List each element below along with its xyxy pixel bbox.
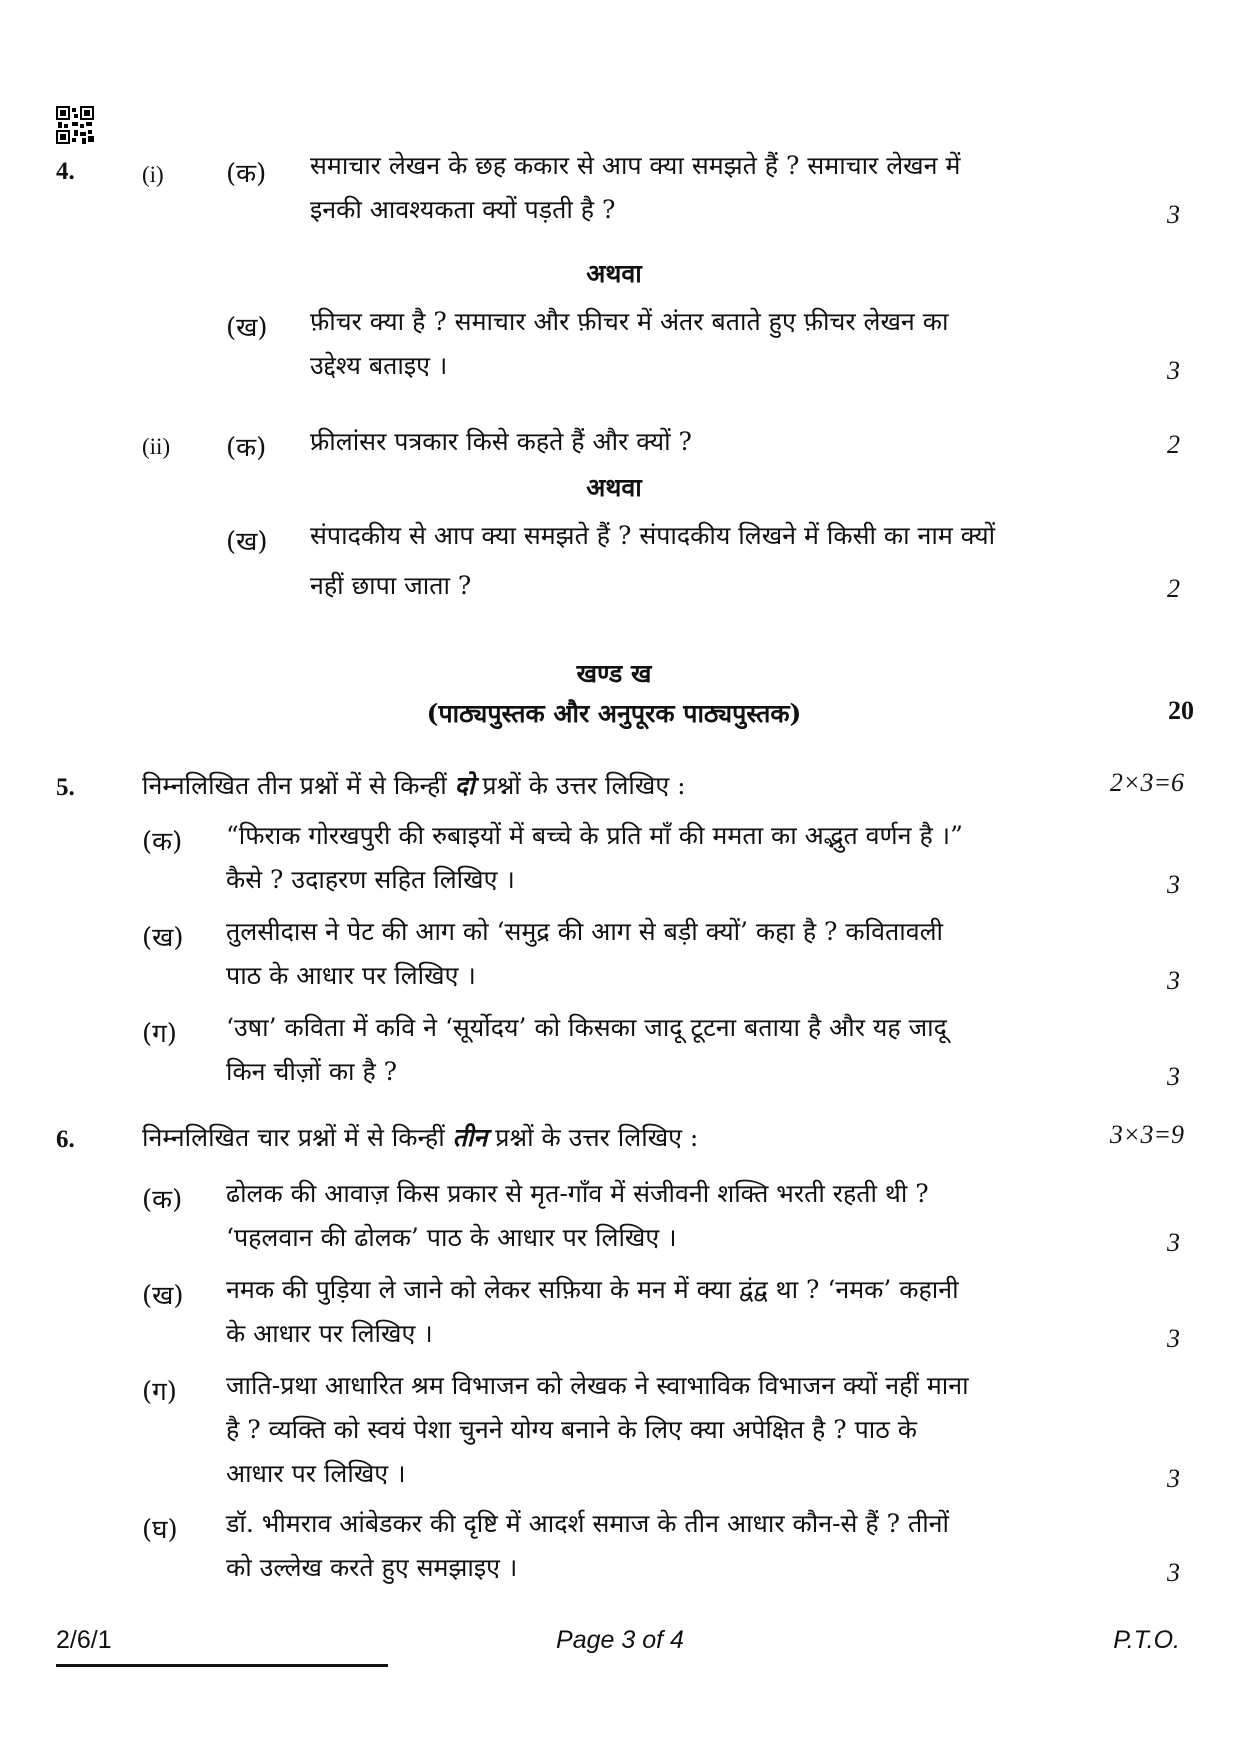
question-text-line: “फिराक गोरखपुरी की रुबाइयों में बच्चे के प्रति माँ की ममता का अद्भुत वर्णन है ।” [226,821,963,850]
marks-value: 3 [1167,966,1180,995]
emphasis-word: दो [454,771,475,800]
option-label: (क) [226,159,267,189]
question-text-line: समाचार लेखन के छह ककार से आप क्या समझते हैं ? समाचार लेखन में [310,151,961,180]
question-text-line: नमक की पुड़िया ले जाने को लेकर सफ़िया के मन में क्या द्वंद्व था ? ‘नमक’ कहानी [226,1275,959,1304]
question-text-line: है ? व्यक्ति को स्वयं पेशा चुनने योग्य बनाने के लिए क्या अपेक्षित है ? पाठ के [226,1415,917,1444]
marks-value: 2×3=6 [1109,768,1184,797]
pto-label: P.T.O. [1113,1626,1180,1654]
question-text-line: किन चीज़ों का है ? [226,1057,398,1086]
question-text-line: जाति-प्रथा आधारित श्रम विभाजन को लेखक ने स्वाभाविक विभाजन क्यों नहीं माना [226,1371,969,1400]
marks-value: 3 [1167,1558,1180,1587]
question-number: 6. [56,1126,75,1153]
sub-question-label: (i) [142,162,164,187]
question-instruction: निम्नलिखित तीन प्रश्नों में से किन्हीं दो प्रश्नों के उत्तर लिखिए : [142,771,686,800]
question-text-line: तुलसीदास ने पेट की आग को ‘समुद्र की आग से बड़ी क्यों’ कहा है ? कवितावली [226,917,944,946]
question-text-line: आधार पर लिखिए । [226,1459,406,1488]
section-subtitle: (पाठ्यपुस्तक और अनुपूरक पाठ्यपुस्तक) [426,699,802,728]
or-separator: अथवा [586,259,642,288]
question-text-line: ‘उषा’ कविता में कवि ने ‘सूर्योदय’ को किसका जादू टूटना बताया है और यह जादू [226,1013,947,1042]
option-label: (ख) [142,923,184,953]
marks-value: 3 [1167,356,1180,385]
question-number: 5. [56,774,75,801]
marks-value: 3 [1167,1228,1180,1257]
marks-value: 3 [1167,1324,1180,1353]
section-title: खण्ड ख [576,659,652,688]
qr-code-icon [56,106,94,144]
question-text-line: ढोलक की आवाज़ किस प्रकार से मृत-गाँव में संजीवनी शक्ति भरती रहती थी ? [226,1179,929,1208]
option-label: (घ) [142,1515,178,1545]
question-text-line: ‘पहलवान की ढोलक’ पाठ के आधार पर लिखिए । [226,1223,677,1252]
marks-value: 3 [1167,870,1180,899]
marks-value: 3×3=9 [1109,1120,1184,1149]
option-label: (ख) [226,527,268,557]
marks-value: 3 [1167,200,1180,229]
question-number: 4. [56,158,75,185]
option-label: (क) [142,827,183,857]
question-text-line: नहीं छापा जाता ? [310,571,472,600]
question-text-line: इनकी आवश्यकता क्यों पड़ती है ? [310,195,616,224]
footer-rule [56,1664,388,1667]
question-text-line: को उल्लेख करते हुए समझाइए । [226,1553,518,1582]
option-label: (क) [226,433,267,463]
marks-value: 2 [1167,574,1180,603]
question-instruction: निम्नलिखित चार प्रश्नों में से किन्हीं तीन प्रश्नों के उत्तर लिखिए : [142,1123,699,1152]
section-marks: 20 [1168,696,1194,725]
option-label: (ख) [226,313,268,343]
marks-value: 3 [1167,1464,1180,1493]
question-text-line: डॉ. भीमराव आंबेडकर की दृष्टि में आदर्श समाज के तीन आधार कौन-से हैं ? तीनों [226,1509,950,1538]
paper-code: 2/6/1 [56,1626,112,1654]
option-label: (ग) [142,1019,177,1049]
marks-value: 2 [1167,430,1180,459]
page-number: Page 3 of 4 [556,1626,684,1654]
emphasis-word: तीन [452,1123,488,1152]
question-text-line: उद्देश्य बताइए । [310,351,448,380]
question-text-line: संपादकीय से आप क्या समझते हैं ? संपादकीय लिखने में किसी का नाम क्यों [310,521,996,550]
marks-value: 3 [1167,1062,1180,1091]
question-text-line: पाठ के आधार पर लिखिए । [226,961,476,990]
option-label: (ख) [142,1281,184,1311]
question-text-line: फ्रीलांसर पत्रकार किसे कहते हैं और क्यों ? [310,427,692,456]
question-text-line: फ़ीचर क्या है ? समाचार और फ़ीचर में अंतर बताते हुए फ़ीचर लेखन का [310,307,949,336]
sub-question-label: (ii) [142,434,171,459]
or-separator: अथवा [586,473,642,502]
question-text-line: के आधार पर लिखिए । [226,1319,433,1348]
question-text-line: कैसे ? उदाहरण सहित लिखिए । [226,865,515,894]
option-label: (क) [142,1185,183,1215]
option-label: (ग) [142,1377,177,1407]
